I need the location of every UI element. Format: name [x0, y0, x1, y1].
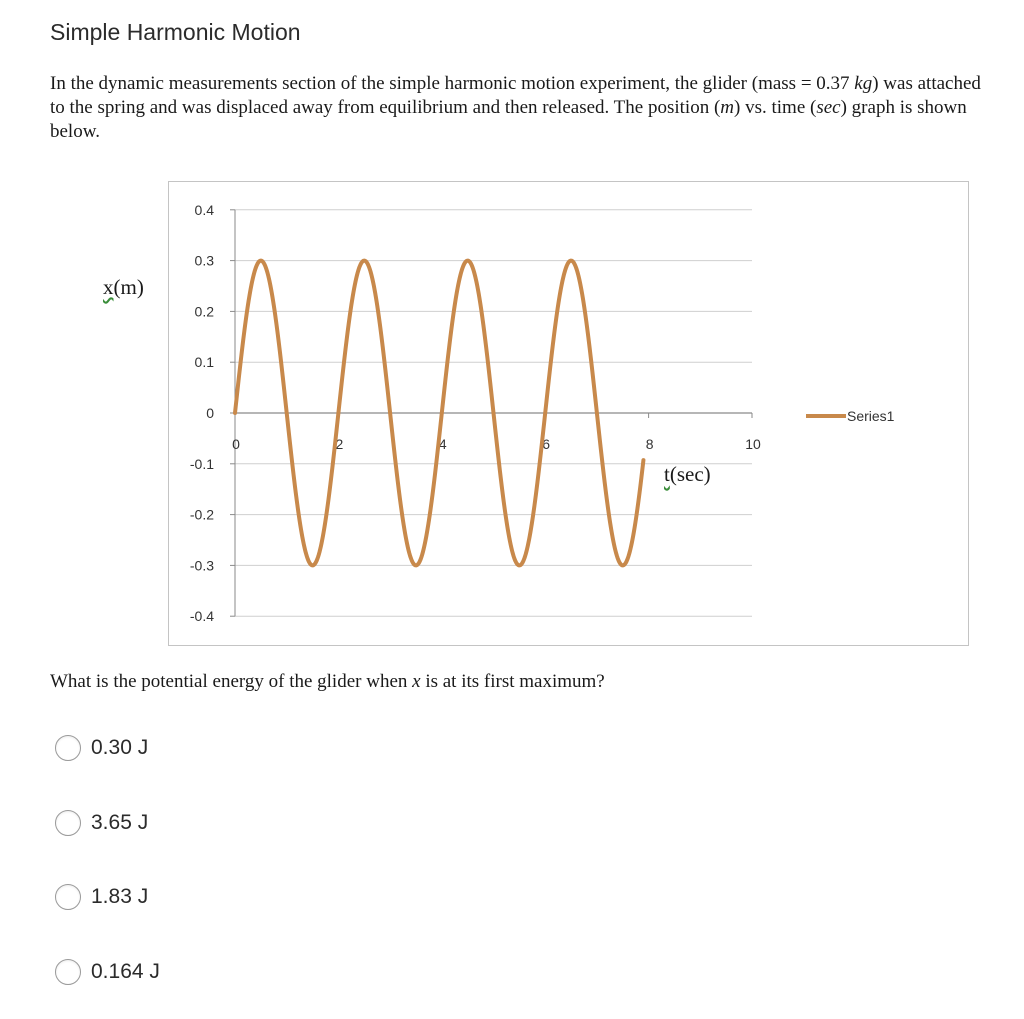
radio-button[interactable] — [55, 810, 81, 836]
answer-option-label: 0.164 J — [91, 960, 160, 983]
answer-option-label: 1.83 J — [91, 885, 149, 908]
x-tick-label: 6 — [542, 436, 551, 452]
x-tick-label: 10 — [745, 436, 761, 452]
legend-label: Series1 — [847, 408, 895, 424]
x-tick-label: 4 — [438, 436, 447, 452]
radio-button[interactable] — [55, 959, 81, 985]
answer-option-label: 0.30 J — [91, 736, 149, 759]
y-tick-label: -0.2 — [189, 506, 214, 523]
answer-option-3[interactable] — [55, 882, 148, 912]
y-tick-label: -0.4 — [189, 608, 214, 625]
y-axis-label: x(m) — [103, 275, 144, 299]
x-tick-label: 2 — [335, 436, 344, 452]
answer-option-label: 3.65 J — [91, 811, 149, 834]
y-tick-label: 0.4 — [194, 201, 214, 218]
radio-button[interactable] — [55, 884, 81, 910]
question-prompt: In the dynamic measurements section of the simple harmonic motion experiment, the glider (mass = 0.37 kg) was attached to the spring and was displaced away from equilibrium and then released. The position (m) vs. time (sec) graph is shown below. — [50, 73, 981, 142]
question-text: What is the potential energy of the glider when x is at its first maximum? — [50, 671, 605, 692]
answer-option-4[interactable] — [55, 957, 160, 987]
y-tick-label: -0.1 — [189, 455, 214, 472]
y-tick-label: 0.2 — [194, 303, 214, 320]
radio-button[interactable] — [55, 735, 81, 761]
answer-option-1[interactable] — [55, 733, 148, 763]
answer-option-2[interactable] — [55, 808, 148, 838]
y-tick-label: 0.3 — [194, 252, 214, 269]
x-axis-label: t(sec) — [664, 462, 711, 486]
x-tick-label: 0 — [232, 436, 240, 452]
page-title: Simple Harmonic Motion — [50, 19, 301, 45]
x-tick-label: 8 — [645, 436, 654, 452]
y-tick-label: 0 — [206, 405, 214, 421]
y-tick-label: -0.3 — [189, 557, 214, 574]
y-tick-label: 0.1 — [194, 354, 214, 371]
